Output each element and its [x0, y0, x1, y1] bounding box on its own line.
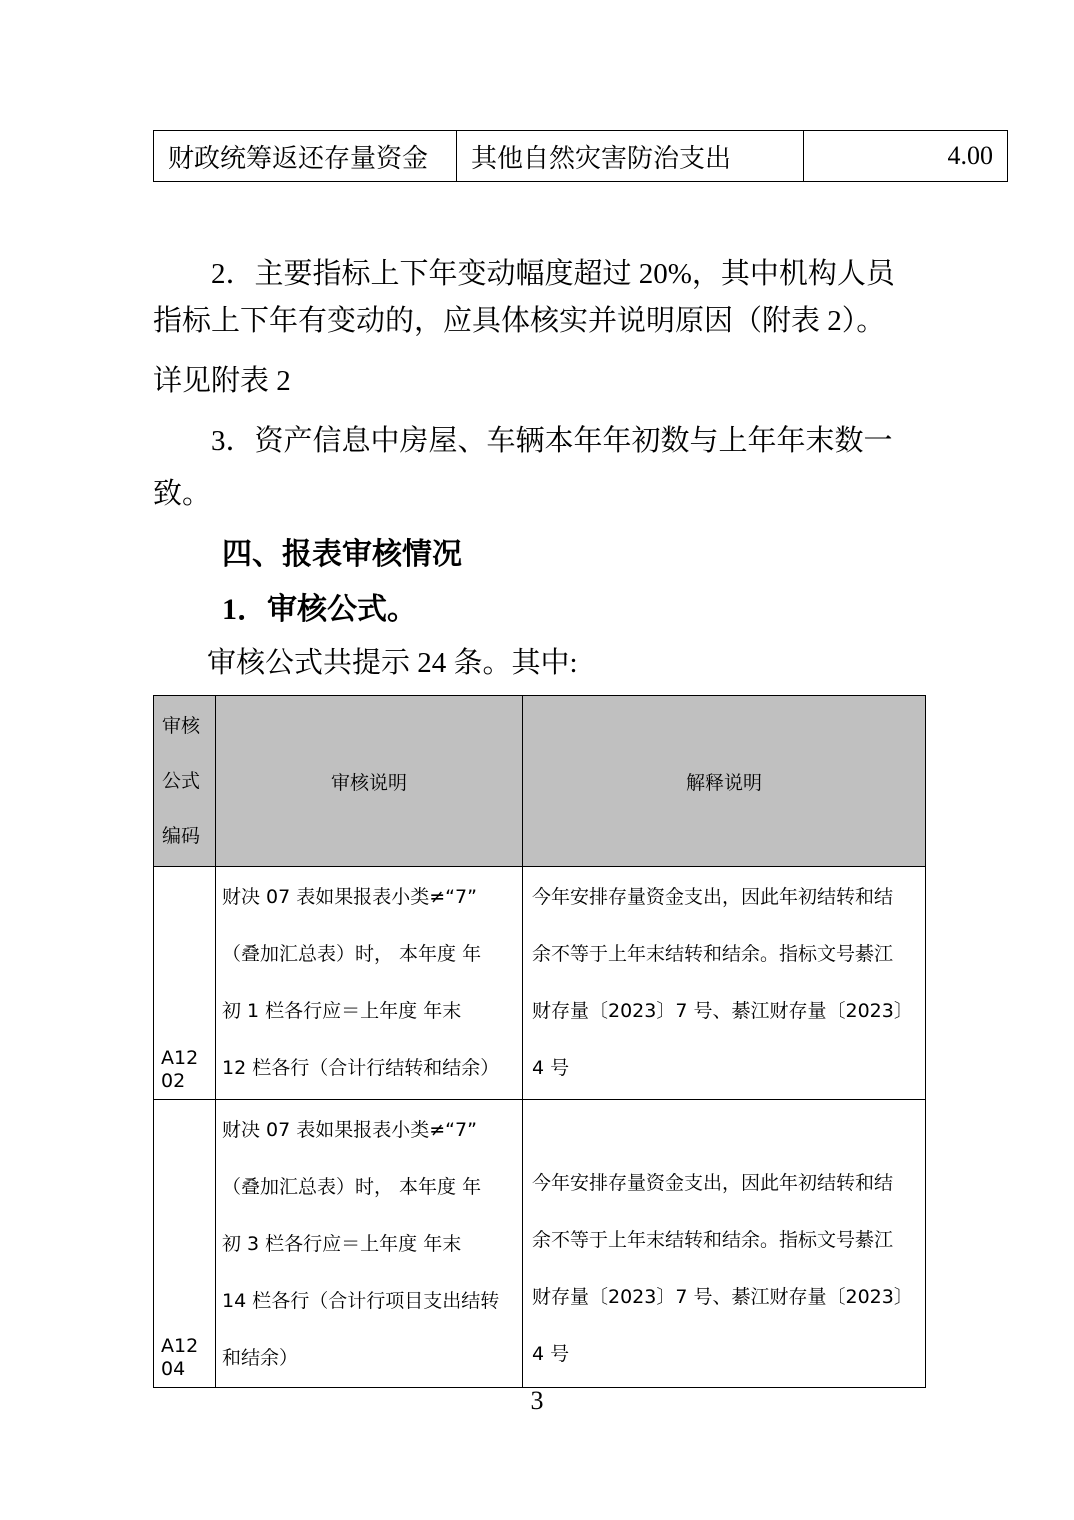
- header-code-cell: [154, 696, 216, 867]
- desc-line: 14 栏各行（合计行项目支出结转: [222, 1290, 500, 1312]
- explain-line: 今年安排存量资金支出，因此年初结转和结: [532, 1172, 894, 1194]
- desc-line: 12 栏各行（合计行结转和结余）: [222, 1057, 500, 1079]
- explain-line: 今年安排存量资金支出，因此年初结转和结: [532, 886, 894, 908]
- desc-line: 和结余）: [222, 1347, 299, 1369]
- explain-line: 4 号: [532, 1343, 570, 1365]
- desc-cell: [216, 1100, 523, 1388]
- explain-line: 余不等于上年末结转和结余。指标文号綦江: [532, 1229, 894, 1251]
- audit-table: [153, 695, 926, 1388]
- desc-line: 财决 07 表如果报表小类≠“7”: [222, 886, 477, 908]
- code-cell: [154, 867, 216, 1100]
- page-number: 3: [530, 1386, 544, 1415]
- audit-row-A1202: [154, 867, 926, 1100]
- audit-row-A1204: [154, 1100, 926, 1388]
- desc-line: （叠加汇总表）时， 本年度 年: [222, 943, 482, 965]
- desc-cell: [216, 867, 523, 1100]
- explain-line: 余不等于上年末结转和结余。指标文号綦江: [532, 943, 894, 965]
- code-line: 02: [161, 1070, 186, 1092]
- paragraph-2-line-1: 2．主要指标上下年变动幅度超过 20%，其中机构人员: [211, 258, 895, 290]
- audit-intro-text: 审核公式共提示 24 条。其中:: [207, 647, 578, 679]
- header-code-line: 审核: [162, 714, 201, 737]
- desc-line: （叠加汇总表）时， 本年度 年: [222, 1176, 482, 1198]
- header-desc-cell: 审核说明: [216, 696, 523, 867]
- paragraph-2-line-2: 指标上下年有变动的，应具体核实并说明原因（附表 2）。: [153, 305, 886, 337]
- header-code-line: 公式: [162, 769, 201, 792]
- continuation-table: [153, 130, 1008, 182]
- audit-table-header-row: [154, 696, 926, 867]
- paragraph-3-line-1: 3．资产信息中房屋、车辆本年年初数与上年年末数一: [211, 425, 893, 457]
- desc-line: 初 3 栏各行应＝上年度 年末: [222, 1233, 462, 1255]
- paragraph-2-note: 详见附表 2: [153, 365, 291, 397]
- amount-cell: 4.00: [804, 131, 1008, 182]
- header-code-line: 编码: [162, 824, 201, 847]
- subsection-heading: 1．审核公式。: [222, 593, 417, 626]
- table-row: [154, 131, 1008, 182]
- desc-line: 初 1 栏各行应＝上年度 年末: [222, 1000, 462, 1022]
- code-cell: [154, 1100, 216, 1388]
- code-line: A12: [161, 1047, 199, 1069]
- explain-line: 财存量〔2023〕7 号、綦江财存量〔2023〕: [532, 1000, 913, 1022]
- code-line: 04: [161, 1358, 186, 1380]
- expense-category-cell: 其他自然灾害防治支出: [457, 131, 804, 182]
- header-explain-cell: 解释说明: [523, 696, 926, 867]
- code-line: A12: [161, 1335, 199, 1357]
- funding-source-cell: 财政统筹返还存量资金: [154, 131, 457, 182]
- section-heading: 四、报表审核情况: [222, 537, 462, 572]
- desc-line: 财决 07 表如果报表小类≠“7”: [222, 1119, 477, 1141]
- explain-line: 财存量〔2023〕7 号、綦江财存量〔2023〕: [532, 1286, 913, 1308]
- explain-cell: [523, 867, 926, 1100]
- explain-cell: [523, 1100, 926, 1388]
- paragraph-3-line-2: 致。: [153, 478, 212, 510]
- explain-line: 4 号: [532, 1057, 570, 1079]
